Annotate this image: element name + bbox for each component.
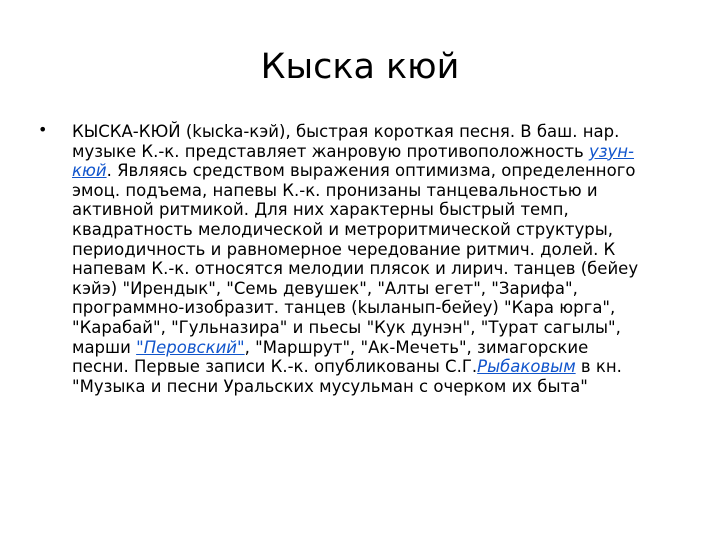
paragraph-line xyxy=(72,220,712,240)
paragraph-text: квадратность мелодической и метроритмической структуры, xyxy=(72,219,614,239)
paragraph-line xyxy=(72,298,712,318)
bullet-marker: • xyxy=(38,120,48,139)
paragraph-line xyxy=(72,279,712,299)
link-rybakov[interactable]: Рыбаковым xyxy=(477,357,576,377)
paragraph-text: . Являясь средством выражения оптимизма, определенного xyxy=(106,161,636,181)
paragraph-text: программно-изобразит. танцев (kыланып-бейеу) "Кара юрга", xyxy=(72,298,616,318)
paragraph-line xyxy=(72,122,712,142)
link-uzun-kyuy-cont[interactable]: кюй xyxy=(72,161,107,181)
article-paragraph xyxy=(72,122,712,396)
paragraph-line xyxy=(72,181,712,201)
paragraph-text: активной ритмикой. Для них характерны быстрый темп, xyxy=(72,200,569,220)
paragraph-text: кэйэ) "Ирендык", "Семь девушек", "Алты егет", "Зарифа", xyxy=(72,278,578,298)
slide-title: Кыска кюй xyxy=(260,47,460,87)
link-uzun-kyuy[interactable]: узун- xyxy=(588,141,635,161)
paragraph-line xyxy=(72,357,712,377)
paragraph-text: песни. Первые записи К.-к. опубликованы С.Г. xyxy=(72,357,478,377)
paragraph-text: в кн. xyxy=(575,357,622,377)
paragraph-line xyxy=(72,161,712,181)
paragraph-line xyxy=(72,338,712,358)
paragraph-text: КЫСКА-КЮЙ (kыcka-кэй), быстрая короткая песня. В баш. нар. xyxy=(72,122,620,141)
paragraph-text: напевам К.-к. относятся мелодии плясок и лирич. танцев (бейеу xyxy=(72,259,639,279)
paragraph-text: "Карабай", "Гульназира" и пьесы "Кук дунэн", "Турат сагылы", xyxy=(72,317,621,337)
paragraph-text: марши xyxy=(72,337,137,357)
paragraph-line xyxy=(72,377,712,397)
paragraph-line xyxy=(72,240,712,260)
paragraph-text: , "Маршрут", "Ак-Мечеть", зимагорские xyxy=(244,337,589,357)
paragraph-text: эмоц. подъема, напевы К.-к. пронизаны танцевальностью и xyxy=(72,180,598,200)
paragraph-text: "Музыка и песни Уральских мусульман с очерком их быта" xyxy=(72,376,588,396)
link-perovsky[interactable]: "Перовский" xyxy=(136,337,245,357)
paragraph-text: музыке К.-к. представляет жанровую противоположность xyxy=(72,141,589,161)
paragraph-text: периодичность и равномерное чередование ритмич. долей. К xyxy=(72,239,616,259)
paragraph-line xyxy=(72,142,712,162)
paragraph-line xyxy=(72,259,712,279)
paragraph-line xyxy=(72,318,712,338)
paragraph-line xyxy=(72,200,712,220)
